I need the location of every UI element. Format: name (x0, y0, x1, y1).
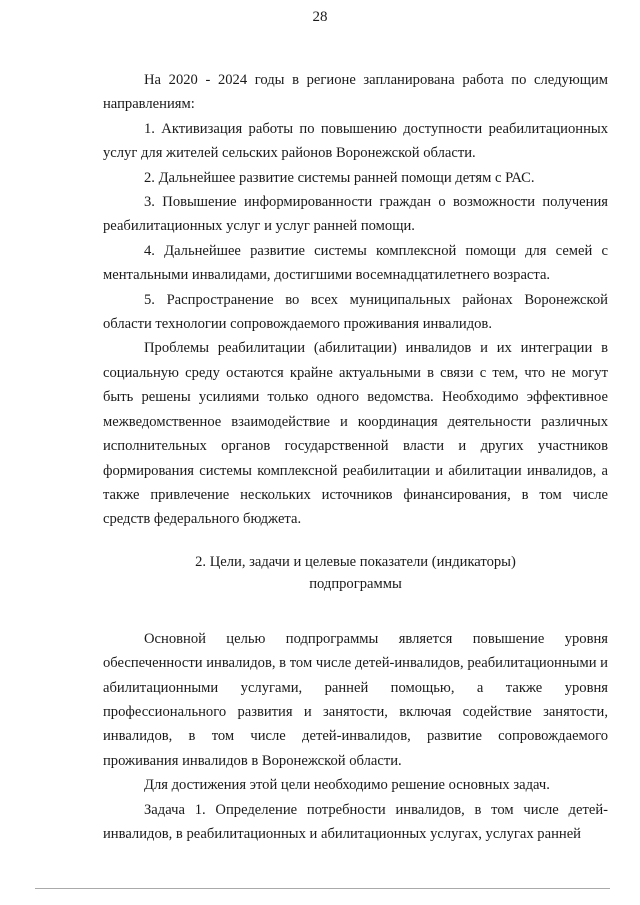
document-body (103, 68, 608, 846)
section-heading-line1: 2. Цели, задачи и целевые показатели (индикаторы) (195, 553, 516, 570)
paragraph-problems: Проблемы реабилитации (абилитации) инвалидов и их интеграции в социальную среду остаются крайне актуальными в связи с тем, что не могут быть решены усилиями только одного ведомства. Необходимо эффективное межведомственное взаимодействие и координация деятельности различных исполнительных органов государственной власти и других участников формирования системы комплексной реабилитации и абилитации инвалидов, а также привлечение нескольких источников финансирования, в том числе средств федерального бюджета. (103, 340, 608, 528)
bottom-divider (35, 888, 610, 889)
paragraph-main-goal: Основной целью подпрограммы является повышение уровня обеспеченности инвалидов, в том числе детей-инвалидов, реабилитационными и абилитационными услугами, ранней помощью, а также уровня профессионального развития и занятости, включая содействие занятости, инвалидов, в том числе детей-инвалидов, развитие сопровождаемого проживания инвалидов в Воронежской области. (103, 630, 608, 769)
paragraph-item-1: 1. Активизация работы по повышению доступности реабилитационных услуг для жителей сельских районов Воронежской области. (103, 120, 608, 162)
section-heading-line2: подпрограммы (309, 575, 402, 592)
paragraph-item-3: 3. Повышение информированности граждан о возможности получения реабилитационных услуг и услуг ранней помощи. (103, 194, 608, 235)
paragraph-tasks-intro: Для достижения этой цели необходимо решение основных задач. (144, 777, 550, 794)
paragraph-task-1: Задача 1. Определение потребности инвалидов, в том числе детей-инвалидов, в реабилитационных и абилитационных услугах, услугах ранней (103, 801, 608, 842)
paragraph-item-4: 4. Дальнейшее развитие системы комплексной помощи для семей с ментальными инвалидами, достигшими восемнадцатилетнего возраста. (103, 242, 608, 284)
paragraph-item-5: 5. Распространение во всех муниципальных районах Воронежской области технологии сопровождаемого проживания инвалидов. (103, 291, 608, 333)
section-heading (103, 551, 608, 595)
paragraph-item-2: 2. Дальнейшее развитие системы ранней помощи детям с РАС. (144, 169, 535, 186)
paragraph-intro: На 2020 - 2024 годы в регионе запланирована работа по следующим направлениям: (103, 72, 608, 113)
page-number: 28 (312, 9, 328, 25)
